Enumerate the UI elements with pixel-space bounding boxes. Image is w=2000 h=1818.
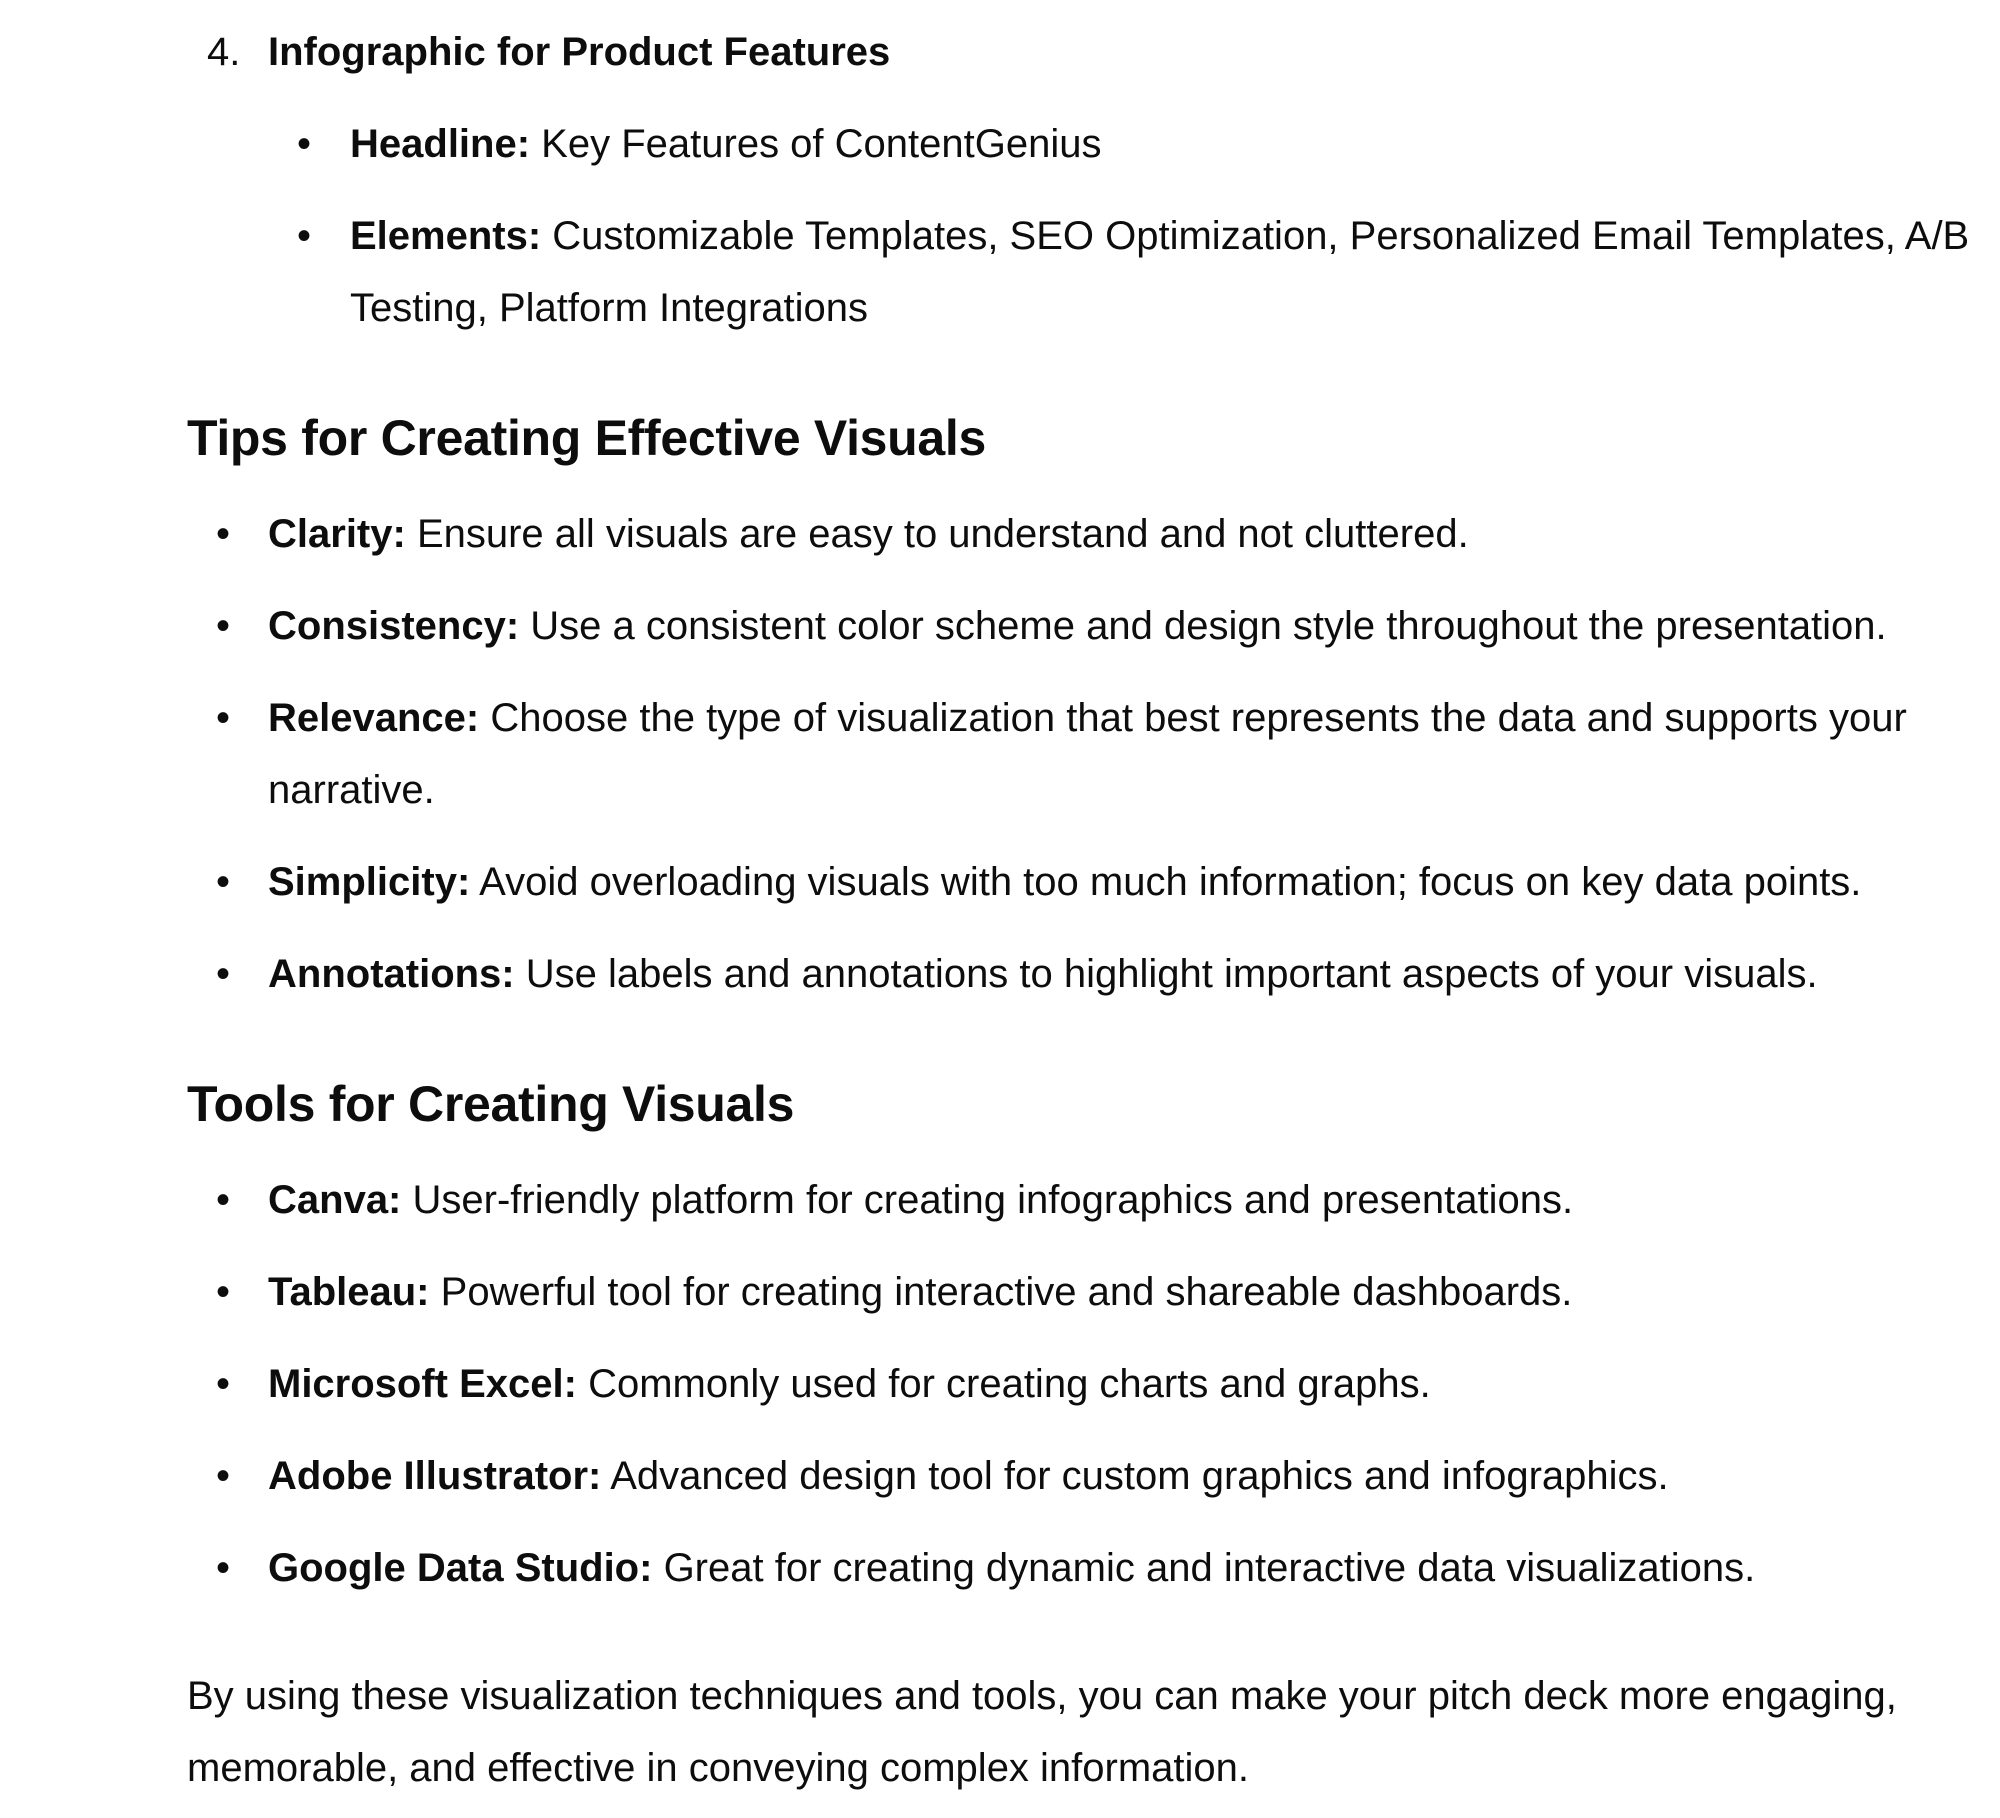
sub-item-label: Elements: <box>350 214 542 258</box>
tool-text: Powerful tool for creating interactive and shareable dashboards. <box>440 1270 1573 1314</box>
tools-list <box>187 1164 1977 1604</box>
message-content <box>187 16 1977 1804</box>
bullet-icon: • <box>216 1178 231 1222</box>
tool-text: Great for creating dynamic and interactive data visualizations. <box>663 1546 1756 1590</box>
tool-item-illustrator <box>187 1440 1977 1512</box>
sub-item-text: Customizable Templates, SEO Optimization, Personalized Email Templates, A/B Testing, Platform Integrations <box>350 214 1970 330</box>
numbered-list-item <box>187 16 1977 344</box>
bullet-icon: • <box>297 214 312 258</box>
bullet-icon: • <box>216 696 231 740</box>
tool-label: Tableau: <box>268 1270 430 1314</box>
tip-item-consistency <box>187 590 1977 662</box>
bullet-icon: • <box>216 952 231 996</box>
bullet-icon: • <box>297 122 312 166</box>
list-number: 4. <box>207 30 241 74</box>
tools-heading: Tools for Creating Visuals <box>187 1076 795 1132</box>
tool-text: User-friendly platform for creating infographics and presentations. <box>412 1178 1574 1222</box>
tip-text: Use a consistent color scheme and design style throughout the presentation. <box>530 604 1887 648</box>
sub-list-item-elements <box>187 200 1977 344</box>
tool-item-tableau <box>187 1256 1977 1328</box>
tool-text: Advanced design tool for custom graphics and infographics. <box>610 1454 1669 1498</box>
bullet-icon: • <box>216 1362 231 1406</box>
tip-item-relevance <box>187 682 1977 826</box>
tip-text: Ensure all visuals are easy to understand and not cluttered. <box>416 512 1469 556</box>
sub-item-label: Headline: <box>350 122 531 166</box>
tool-text: Commonly used for creating charts and graphs. <box>588 1362 1431 1406</box>
tip-item-simplicity <box>187 846 1977 918</box>
tip-item-annotations <box>187 938 1977 1010</box>
bullet-icon: • <box>216 512 231 556</box>
tip-text: Use labels and annotations to highlight important aspects of your visuals. <box>525 952 1818 996</box>
tip-label: Simplicity: <box>268 860 471 904</box>
tips-heading: Tips for Creating Effective Visuals <box>187 410 987 466</box>
sub-item-text: Key Features of ContentGenius <box>541 122 1102 166</box>
tip-item-clarity <box>187 498 1977 570</box>
tip-label: Clarity: <box>268 512 406 556</box>
tip-text: Choose the type of visualization that best represents the data and supports your narrative. <box>268 696 1907 812</box>
tip-label: Relevance: <box>268 696 480 740</box>
tool-label: Adobe Illustrator: <box>268 1454 602 1498</box>
numbered-item-title: Infographic for Product Features <box>268 30 891 74</box>
tip-label: Annotations: <box>268 952 515 996</box>
bullet-icon: • <box>216 1546 231 1590</box>
tool-item-data-studio <box>187 1532 1977 1604</box>
tool-label: Canva: <box>268 1178 402 1222</box>
bullet-icon: • <box>216 860 231 904</box>
tips-list <box>187 498 1977 1010</box>
tip-text: Avoid overloading visuals with too much information; focus on key data points. <box>479 860 1862 904</box>
tool-item-excel <box>187 1348 1977 1420</box>
closing-paragraph: By using these visualization techniques and tools, you can make your pitch deck more engaging, memorable, and effective in conveying complex information. <box>187 1674 1897 1790</box>
sub-list <box>187 108 1977 344</box>
bullet-icon: • <box>216 1454 231 1498</box>
tool-item-canva <box>187 1164 1977 1236</box>
tip-label: Consistency: <box>268 604 520 648</box>
sub-list-item-headline <box>187 108 1977 180</box>
bullet-icon: • <box>216 604 231 648</box>
tool-label: Google Data Studio: <box>268 1546 653 1590</box>
bullet-icon: • <box>216 1270 231 1314</box>
tool-label: Microsoft Excel: <box>268 1362 577 1406</box>
